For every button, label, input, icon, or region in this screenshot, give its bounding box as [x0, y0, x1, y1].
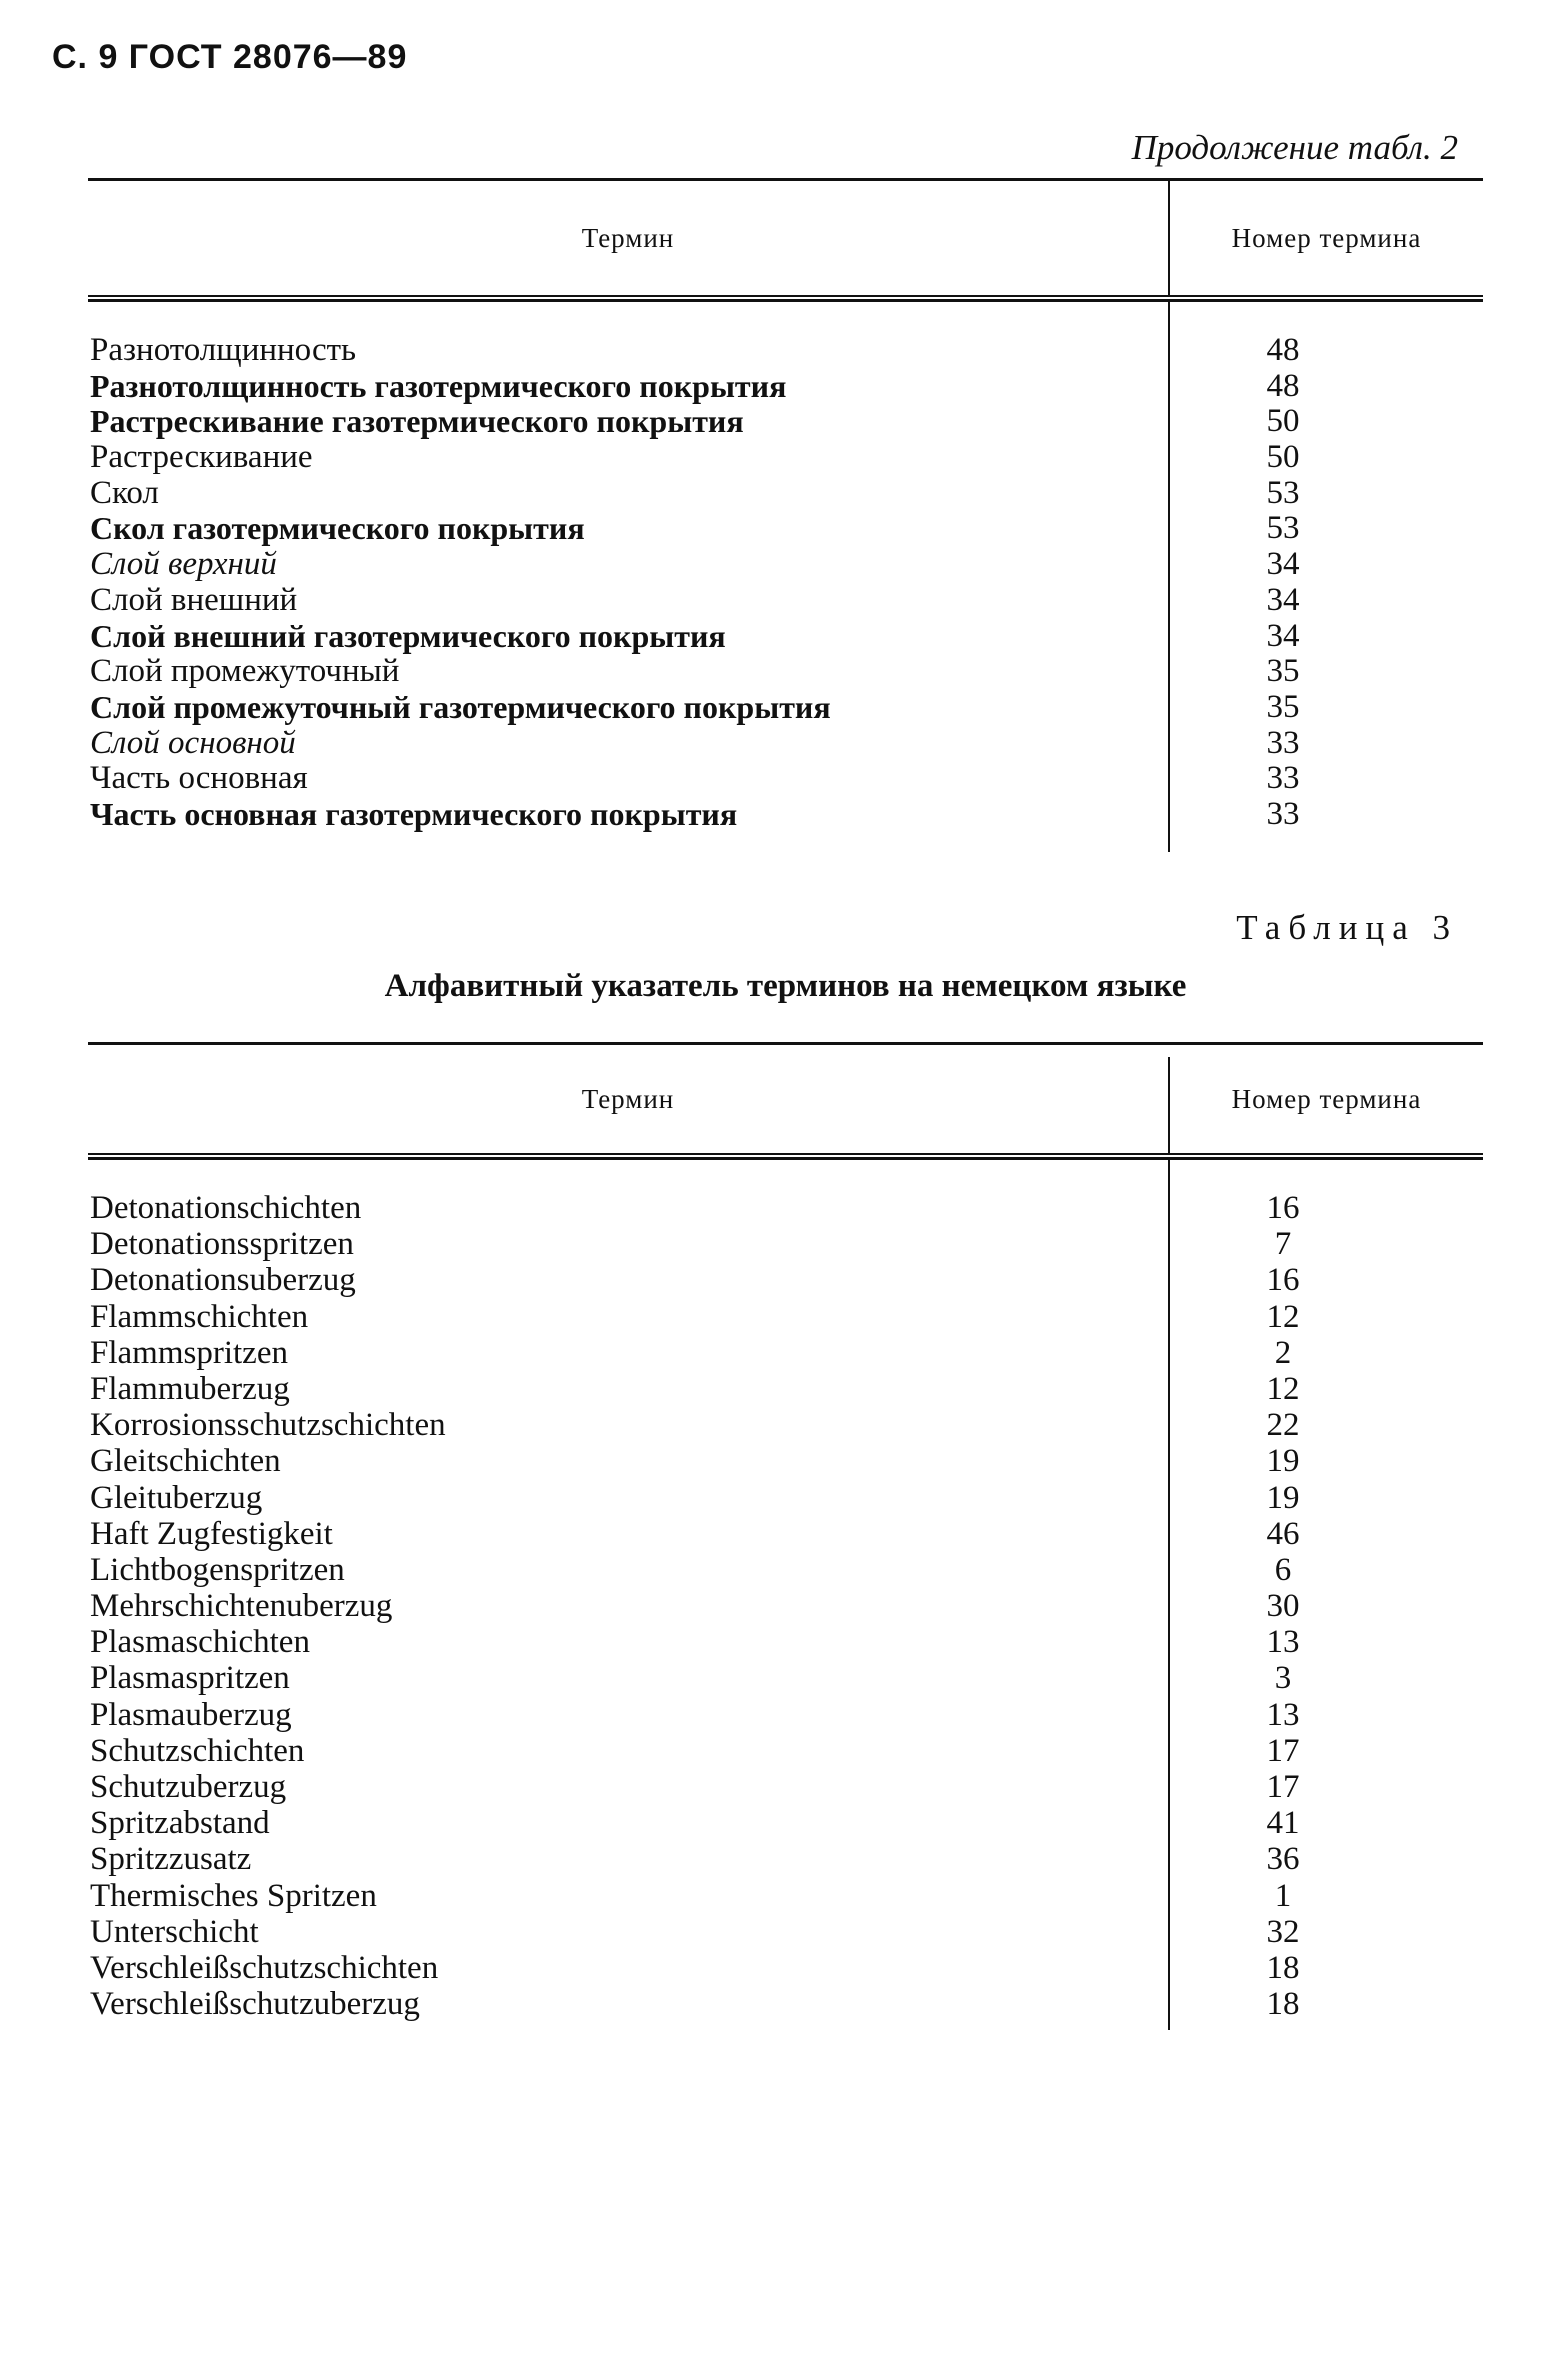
term-cell: Detonationsspritzen [90, 1226, 354, 1263]
term-number-cell: 33 [1266, 724, 1300, 761]
table-row [88, 725, 1483, 761]
term-number-cell: 35 [1266, 653, 1300, 690]
column-header-number: Номер термина [1231, 1083, 1422, 1114]
page-header: С. 9 ГОСТ 28076—89 [52, 38, 408, 76]
table-title: Алфавитный указатель терминов на немецком языке [384, 968, 1187, 1004]
table-header [88, 181, 1483, 295]
table-2 [88, 178, 1483, 832]
table-row [88, 1914, 1483, 1950]
column-header-term: Термин [581, 1083, 675, 1114]
table-row [88, 1624, 1483, 1660]
term-cell: Растрескивание [90, 439, 313, 476]
table-row [88, 1190, 1483, 1226]
term-cell: Flammschichten [90, 1298, 309, 1335]
term-number-cell: 35 [1266, 688, 1300, 725]
header-double-rule [88, 1153, 1483, 1160]
term-cell: Скол [90, 474, 159, 511]
term-number-cell: 18 [1266, 1949, 1300, 1986]
table-row [88, 510, 1483, 546]
table-row [88, 1660, 1483, 1696]
term-number-cell: 34 [1266, 617, 1300, 654]
term-number-cell: 50 [1266, 439, 1300, 476]
table-row [88, 1878, 1483, 1914]
term-number-cell: 53 [1266, 474, 1300, 511]
table-row [88, 1516, 1483, 1552]
term-number-cell: 17 [1266, 1769, 1300, 1805]
term-number-cell: 12 [1266, 1298, 1300, 1335]
term-number-cell: 13 [1266, 1624, 1300, 1661]
term-number-cell: 19 [1266, 1443, 1300, 1480]
table-row [88, 1552, 1483, 1588]
term-number-cell: 18 [1266, 1986, 1300, 2023]
term-cell: Часть основная газотермического покрытия [90, 795, 738, 832]
table-row [88, 1371, 1483, 1407]
term-number-cell: 34 [1266, 546, 1300, 583]
term-cell: Detonationschichten [90, 1190, 362, 1226]
term-cell: Разнотолщинность газотермического покрытия [90, 367, 787, 404]
term-cell: Schutzuberzug [90, 1769, 287, 1805]
table-row [88, 618, 1483, 654]
table-continuation-label: Продолжение табл. 2 [1131, 128, 1458, 167]
table-caption: Таблица 3 [1236, 908, 1458, 947]
term-cell: Lichtbogenspritzen [90, 1551, 345, 1588]
term-cell: Schutzschichten [90, 1732, 305, 1769]
term-cell: Plasmauberzug [90, 1696, 292, 1733]
term-number-cell: 17 [1266, 1732, 1300, 1769]
term-number-cell: 12 [1266, 1370, 1300, 1407]
term-cell: Verschleißschutzuberzug [90, 1986, 420, 2023]
term-cell: Korrosionsschutzschichten [90, 1407, 446, 1444]
table-row [88, 1805, 1483, 1841]
table-row [88, 1950, 1483, 1986]
column-header-number: Номер термина [1231, 222, 1422, 253]
table-row [88, 1407, 1483, 1443]
term-cell: Слой внешний газотермического покрытия [90, 617, 726, 654]
term-cell: Gleitschichten [90, 1443, 281, 1480]
table-row [88, 403, 1483, 439]
term-cell: Detonationsuberzug [90, 1262, 356, 1299]
term-cell: Plasmaspritzen [90, 1660, 290, 1697]
table-row [88, 1588, 1483, 1624]
table-header [88, 1045, 1483, 1153]
term-cell: Haft Zugfestigkeit [90, 1515, 333, 1552]
term-cell: Слой промежуточный [90, 653, 400, 690]
term-cell: Растрескивание газотермического покрытия [90, 403, 744, 440]
term-cell: Verschleißschutzschichten [90, 1949, 439, 1986]
term-cell: Thermisches Spritzen [90, 1877, 377, 1914]
table-row [88, 1697, 1483, 1733]
term-cell: Скол газотермического покрытия [90, 510, 585, 547]
table-row [88, 796, 1483, 832]
term-cell: Слой основной [90, 724, 296, 761]
term-number-cell: 46 [1266, 1515, 1300, 1552]
term-number-cell: 19 [1266, 1479, 1300, 1516]
table-row [88, 475, 1483, 511]
term-cell: Разнотолщинность [90, 332, 357, 368]
term-number-cell: 34 [1266, 581, 1300, 618]
term-number-cell: 50 [1266, 403, 1300, 440]
table-row [88, 1335, 1483, 1371]
term-number-cell: 53 [1266, 510, 1300, 547]
term-cell: Слой внешний [90, 581, 298, 618]
table-body [88, 302, 1483, 832]
term-number-cell: 33 [1266, 760, 1300, 797]
table-row [88, 1480, 1483, 1516]
term-cell: Unterschicht [90, 1913, 259, 1950]
term-number-cell: 41 [1266, 1805, 1300, 1842]
table-row [88, 582, 1483, 618]
term-number-cell: 22 [1266, 1407, 1300, 1444]
table-row [88, 332, 1483, 368]
table-row [88, 1226, 1483, 1262]
table-row [88, 653, 1483, 689]
term-number-cell: 48 [1266, 332, 1300, 368]
column-header-term: Термин [581, 222, 675, 253]
table-row [88, 1841, 1483, 1877]
term-cell: Flammspritzen [90, 1334, 288, 1371]
term-number-cell: 32 [1266, 1913, 1300, 1950]
header-double-rule [88, 295, 1483, 302]
term-number-cell: 48 [1266, 367, 1300, 404]
table-row [88, 760, 1483, 796]
term-number-cell: 30 [1266, 1588, 1300, 1625]
term-number-cell: 2 [1274, 1334, 1292, 1371]
table-row [88, 1769, 1483, 1805]
table-row [88, 1733, 1483, 1769]
table-row [88, 368, 1483, 404]
term-number-cell: 16 [1266, 1262, 1300, 1299]
table-body [88, 1160, 1483, 2022]
term-cell: Часть основная [90, 760, 308, 797]
table-row [88, 546, 1483, 582]
term-number-cell: 16 [1266, 1190, 1300, 1226]
term-number-cell: 33 [1266, 795, 1300, 832]
term-number-cell: 3 [1274, 1660, 1292, 1697]
table-row [88, 1443, 1483, 1479]
term-number-cell: 13 [1266, 1696, 1300, 1733]
term-cell: Spritzzusatz [90, 1841, 252, 1878]
term-number-cell: 36 [1266, 1841, 1300, 1878]
term-cell: Gleituberzug [90, 1479, 263, 1516]
term-cell: Flammuberzug [90, 1370, 290, 1407]
table-row [88, 1262, 1483, 1298]
term-cell: Spritzabstand [90, 1805, 270, 1842]
term-number-cell: 7 [1274, 1226, 1292, 1263]
table-row [88, 1299, 1483, 1335]
table-3 [88, 1042, 1483, 2022]
term-number-cell: 6 [1274, 1551, 1292, 1588]
table-row [88, 1986, 1483, 2022]
table-row [88, 689, 1483, 725]
term-cell: Mehrschichtenuberzug [90, 1588, 393, 1625]
term-cell: Слой верхний [90, 546, 277, 583]
term-number-cell: 1 [1274, 1877, 1292, 1914]
term-cell: Plasmaschichten [90, 1624, 310, 1661]
term-cell: Слой промежуточный газотермического покрытия [90, 688, 831, 725]
table-row [88, 439, 1483, 475]
